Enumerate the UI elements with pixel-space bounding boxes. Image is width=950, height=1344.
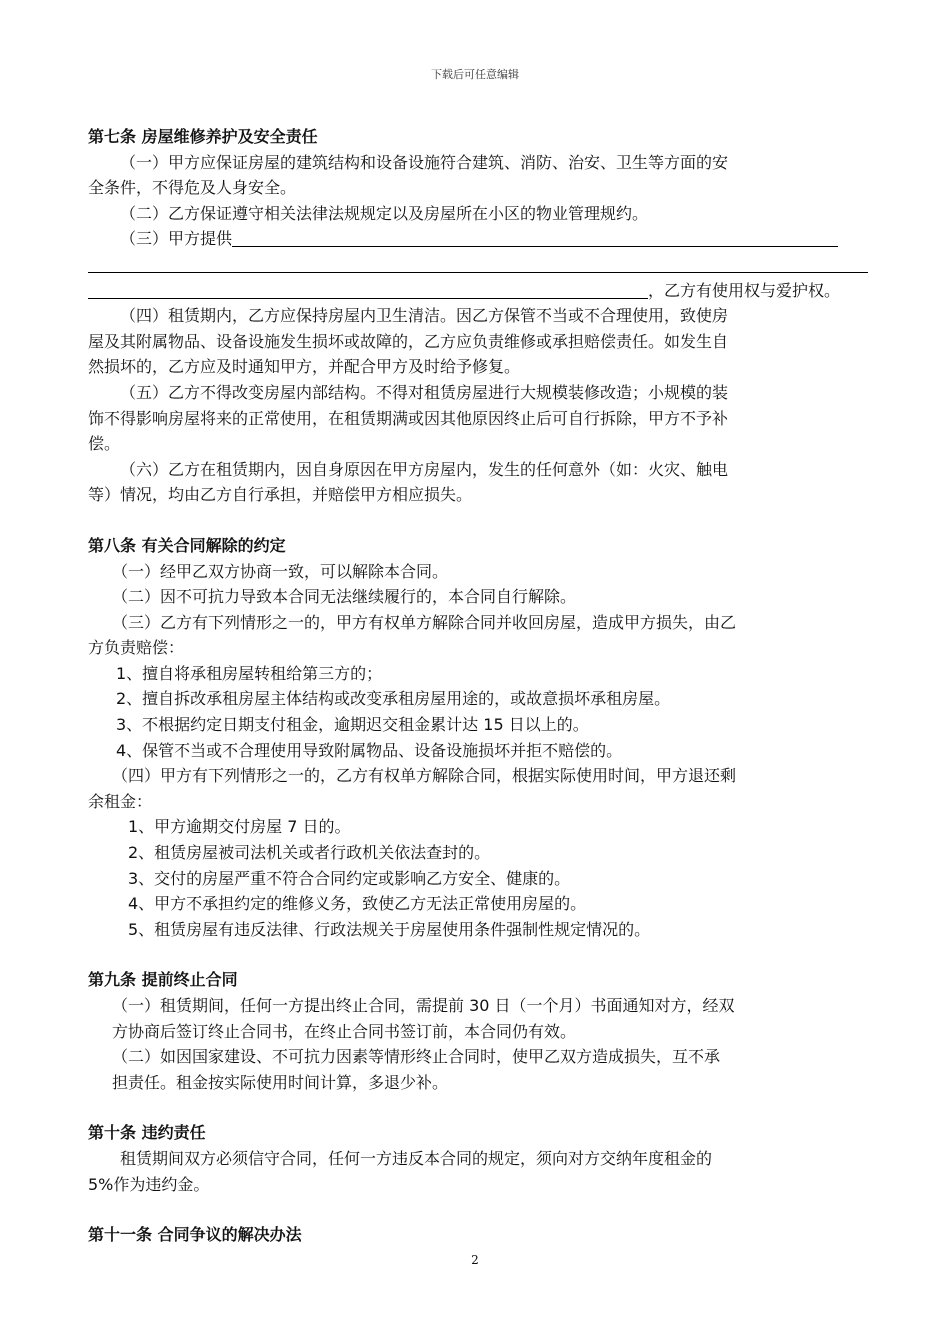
fill-in-blank[interactable] — [88, 255, 868, 273]
fill-in-blank[interactable] — [232, 229, 838, 247]
list-item: 2、租赁房屋被司法机关或者行政机关依法查封的。 — [128, 843, 491, 863]
article-8 — [88, 533, 868, 943]
paragraph: （一）经甲乙双方协商一致，可以解除本合同。 — [112, 561, 449, 581]
article-7-title: 第七条 房屋维修养护及安全责任 — [88, 127, 318, 146]
list-item: 2、擅自拆改承租房屋主体结构或改变承租房屋用途的，或故意损坏承租房屋。 — [116, 689, 671, 709]
section-spacer — [88, 1197, 868, 1222]
list-item: 1、擅自将承租房屋转租给第三方的； — [116, 663, 383, 683]
list-item: 4、甲方不承担约定的维修义务，致使乙方无法正常使用房屋的。 — [128, 894, 587, 914]
paragraph-text: ，乙方有使用权与爱护权。 — [648, 280, 841, 300]
article-11 — [88, 1222, 868, 1248]
paragraph: 5%作为违约金。 — [88, 1174, 210, 1194]
paragraph: 方负责赔偿： — [88, 638, 185, 658]
list-item: 5、租赁房屋有违反法律、行政法规关于房屋使用条件强制性规定情况的。 — [128, 919, 651, 939]
article-8-title: 第八条 有关合同解除的约定 — [88, 535, 286, 555]
article-11-title: 第十一条 合同争议的解决办法 — [88, 1225, 302, 1245]
fill-in-blank[interactable] — [88, 281, 648, 299]
article-7 — [88, 124, 868, 508]
blank-line[interactable] — [88, 252, 868, 278]
paragraph: （一）租赁期间，任何一方提出终止合同，需提前 30 日（一个月）书面通知对方，经双 — [112, 996, 735, 1015]
article-10 — [88, 1120, 868, 1197]
article-9 — [88, 967, 868, 1095]
paragraph: （一）甲方应保证房屋的建筑结构和设备设施符合建筑、消防、治安、卫生等方面的安 — [120, 152, 729, 172]
paragraph: （二）因不可抗力导致本合同无法继续履行的，本合同自行解除。 — [112, 587, 577, 607]
list-item: 1、甲方逾期交付房屋 7 日的。 — [128, 817, 351, 837]
article-10-title: 第十条 违约责任 — [88, 1123, 206, 1143]
paragraph: 等）情况，均由乙方自行承担，并赔偿甲方相应损失。 — [88, 485, 473, 505]
paragraph: 方协商后签订终止合同书，在终止合同书签订前，本合同仍有效。 — [112, 1021, 577, 1041]
paragraph-with-blank — [88, 226, 868, 252]
section-spacer — [88, 942, 868, 967]
paragraph: 担责任。租金按实际使用时间计算，多退少补。 — [112, 1072, 449, 1092]
paragraph: （二）如因国家建设、不可抗力因素等情形终止合同时，使甲乙双方造成损失，互不承 — [112, 1047, 721, 1067]
page-number: 2 — [471, 1253, 479, 1267]
paragraph: 全条件，不得危及人身安全。 — [88, 178, 297, 198]
paragraph: 屋及其附属物品、设备设施发生损坏或故障的，乙方应负责维修或承担赔偿责任。如发生自 — [88, 331, 729, 351]
document-body — [88, 124, 868, 1248]
section-spacer — [88, 1095, 868, 1120]
paragraph-with-blank — [88, 278, 868, 304]
paragraph: 饰不得影响房屋将来的正常使用，在租赁期满或因其他原因终止后可自行拆除，甲方不予补 — [88, 408, 729, 428]
list-item: 3、不根据约定日期支付租金，逾期迟交租金累计达 15 日以上的。 — [116, 715, 589, 735]
paragraph: （三）乙方有下列情形之一的，甲方有权单方解除合同并收回房屋，造成甲方损失，由乙 — [112, 612, 737, 632]
paragraph: （二）乙方保证遵守相关法律法规规定以及房屋所在小区的物业管理规约。 — [120, 203, 649, 223]
section-spacer — [88, 508, 868, 533]
list-item: 4、保管不当或不合理使用导致附属物品、设备设施损坏并拒不赔偿的。 — [116, 740, 623, 760]
list-item: 3、交付的房屋严重不符合合同约定或影响乙方安全、健康的。 — [128, 868, 571, 888]
paragraph: 租赁期间双方必须信守合同，任何一方违反本合同的规定，须向对方交纳年度租金的 — [120, 1148, 713, 1168]
article-9-title: 第九条 提前终止合同 — [88, 970, 238, 990]
paragraph: （四）甲方有下列情形之一的，乙方有权单方解除合同，根据实际使用时间，甲方退还剩 — [112, 766, 737, 786]
paragraph: （五）乙方不得改变房屋内部结构。不得对租赁房屋进行大规模装修改造；小规模的装 — [120, 382, 729, 402]
paragraph: 余租金： — [88, 791, 153, 811]
paragraph: 然损坏的，乙方应及时通知甲方，并配合甲方及时给予修复。 — [88, 357, 521, 377]
paragraph: 偿。 — [88, 434, 121, 454]
paragraph: （六）乙方在租赁期内，因自身原因在甲方房屋内，发生的任何意外（如：火灾、触电 — [120, 459, 729, 479]
paragraph-text: （三）甲方提供 — [120, 229, 233, 249]
paragraph: （四）租赁期内，乙方应保持房屋内卫生清洁。因乙方保管不当或不合理使用，致使房 — [120, 306, 729, 326]
page-header: 下载后可任意编辑 — [431, 68, 519, 81]
